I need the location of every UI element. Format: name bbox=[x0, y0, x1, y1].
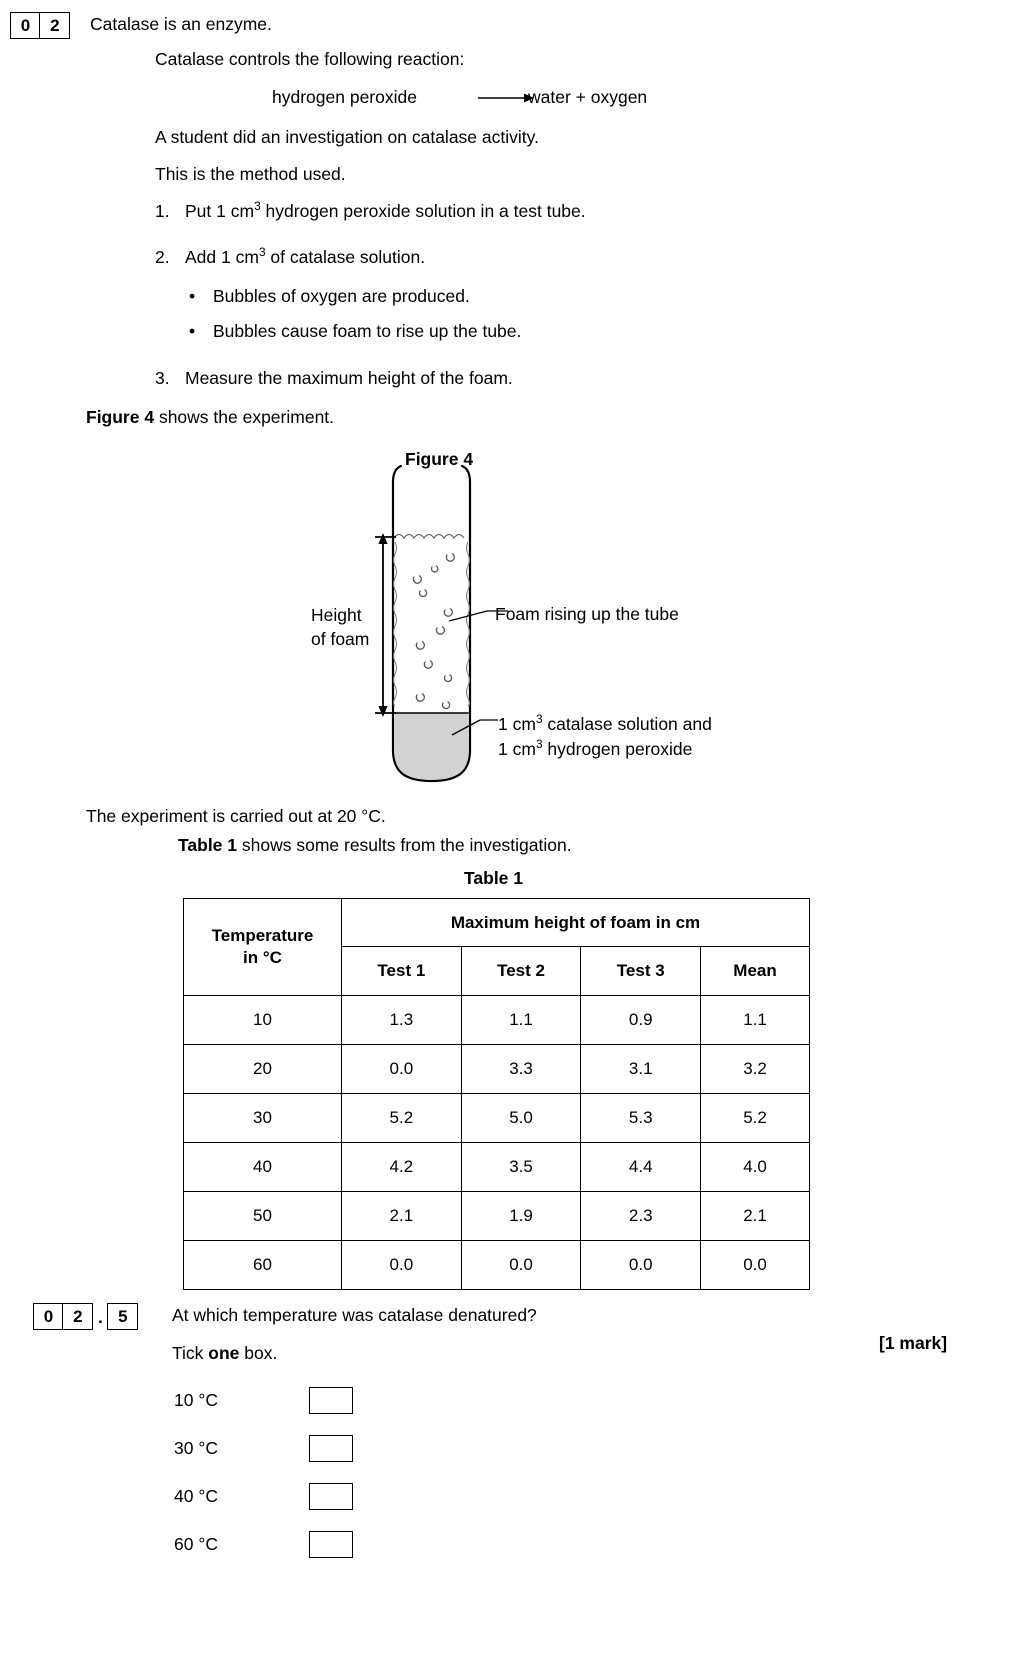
table-row bbox=[184, 1094, 810, 1143]
bullet-dot-icon: • bbox=[189, 321, 196, 341]
cell-test-2: 5.0 bbox=[461, 1094, 581, 1143]
table-row bbox=[184, 1143, 810, 1192]
cell-temperature: 60 bbox=[184, 1241, 342, 1290]
header-mean: Mean bbox=[701, 947, 810, 996]
intro-line: Catalase is an enzyme. bbox=[90, 14, 272, 34]
tick-checkbox-2[interactable] bbox=[309, 1435, 353, 1462]
method-step-1-number: 1. bbox=[155, 201, 170, 221]
cell-test-3: 2.3 bbox=[581, 1192, 701, 1241]
height-of-foam-label-line1: Height bbox=[311, 605, 362, 625]
cell-mean: 5.2 bbox=[701, 1094, 810, 1143]
header-test-2: Test 2 bbox=[461, 947, 581, 996]
question-digit-0: 0 bbox=[10, 12, 41, 39]
method-bullet-1-text: Bubbles of oxygen are produced. bbox=[213, 286, 470, 306]
cell-test-1: 5.2 bbox=[342, 1094, 462, 1143]
cell-test-3: 5.3 bbox=[581, 1094, 701, 1143]
tick-option-label-3: 40 °C bbox=[174, 1485, 218, 1506]
method-step-2-sup: 3 bbox=[258, 245, 266, 260]
marks-label: [1 mark] bbox=[879, 1333, 948, 1353]
cell-test-1: 1.3 bbox=[342, 996, 462, 1045]
tick-instruction-post: box. bbox=[239, 1343, 278, 1363]
figure-caption: Figure 4 bbox=[405, 449, 474, 469]
method-bullet-2 bbox=[189, 321, 521, 343]
liquid-fill bbox=[394, 713, 469, 780]
table-header-row-1 bbox=[184, 899, 810, 947]
liquid-callout-line1 bbox=[498, 712, 712, 737]
tick-option-label-2: 30 °C bbox=[174, 1437, 218, 1458]
liquid-callout-line2-pre: 1 cm bbox=[498, 738, 536, 759]
cell-temperature: 10 bbox=[184, 996, 342, 1045]
cell-test-1: 0.0 bbox=[342, 1241, 462, 1290]
bullet-dot-icon: • bbox=[189, 286, 196, 306]
tick-option-row-4[interactable] bbox=[174, 1531, 353, 1558]
method-bullet-1 bbox=[189, 286, 470, 308]
cell-test-3: 4.4 bbox=[581, 1143, 701, 1192]
cell-test-1: 4.2 bbox=[342, 1143, 462, 1192]
cell-mean: 0.0 bbox=[701, 1241, 810, 1290]
cell-test-2: 3.5 bbox=[461, 1143, 581, 1192]
foam-bubbles bbox=[413, 554, 454, 709]
results-table bbox=[183, 898, 810, 1290]
cell-test-2: 3.3 bbox=[461, 1045, 581, 1094]
tick-option-row-3[interactable] bbox=[174, 1483, 353, 1510]
cell-test-2: 1.9 bbox=[461, 1192, 581, 1241]
method-step-3-text: Measure the maximum height of the foam. bbox=[185, 368, 513, 388]
header-test-3: Test 3 bbox=[581, 947, 701, 996]
question-digit-1: 2 bbox=[39, 12, 70, 39]
method-step-2-text-pre: Add 1 cm bbox=[185, 247, 259, 267]
method-step-1-text-pre: Put 1 cm bbox=[185, 201, 255, 221]
question-number-box bbox=[10, 12, 70, 39]
height-of-foam-label bbox=[311, 604, 369, 651]
foam-callout-label: Foam rising up the tube bbox=[495, 604, 679, 624]
subquestion-digit-0: 0 bbox=[33, 1303, 64, 1330]
liquid-callout-line1-sup: 3 bbox=[535, 712, 543, 727]
arrow-right-icon bbox=[478, 90, 534, 106]
cell-test-2: 1.1 bbox=[461, 996, 581, 1045]
controls-line: Catalase controls the following reaction: bbox=[155, 49, 465, 69]
tick-instruction-bold: one bbox=[208, 1343, 240, 1363]
liquid-callout-line2 bbox=[498, 737, 712, 762]
cell-mean: 1.1 bbox=[701, 996, 810, 1045]
table-intro-rest: shows some results from the investigation. bbox=[237, 835, 572, 855]
method-step-2 bbox=[155, 247, 425, 269]
liquid-callout-line2-sup: 3 bbox=[535, 736, 543, 751]
header-temperature bbox=[184, 899, 342, 996]
tick-checkbox-3[interactable] bbox=[309, 1483, 353, 1510]
cell-test-3: 0.9 bbox=[581, 996, 701, 1045]
header-temperature-line1: Temperature bbox=[211, 925, 314, 945]
subquestion-decimal-point: . bbox=[98, 1307, 103, 1327]
tick-option-row-2[interactable] bbox=[174, 1435, 353, 1462]
method-step-1-text-post: hydrogen peroxide solution in a test tube. bbox=[260, 201, 586, 221]
cell-test-1: 0.0 bbox=[342, 1045, 462, 1094]
cell-mean: 2.1 bbox=[701, 1192, 810, 1241]
liquid-callout-line1-post: catalase solution and bbox=[542, 714, 712, 734]
cell-test-3: 0.0 bbox=[581, 1241, 701, 1290]
liquid-callout-line2-post: hydrogen peroxide bbox=[542, 738, 693, 759]
table-intro-bold: Table 1 bbox=[178, 835, 238, 855]
cell-temperature: 20 bbox=[184, 1045, 342, 1094]
method-step-1-sup: 3 bbox=[254, 199, 261, 214]
cell-mean: 4.0 bbox=[701, 1143, 810, 1192]
subquestion-number-box bbox=[33, 1303, 138, 1330]
subquestion-sub-digit: 5 bbox=[107, 1303, 138, 1330]
method-step-3-number: 3. bbox=[155, 368, 170, 388]
figure-intro-bold: Figure 4 bbox=[86, 407, 155, 427]
header-temperature-line2: in °C bbox=[243, 948, 282, 967]
tick-checkbox-1[interactable] bbox=[309, 1387, 353, 1414]
table-row bbox=[184, 1241, 810, 1290]
liquid-callout-label bbox=[498, 712, 712, 761]
height-of-foam-label-line2: of foam bbox=[311, 628, 370, 649]
method-step-2-text-post: of catalase solution. bbox=[265, 247, 426, 267]
cell-mean: 3.2 bbox=[701, 1045, 810, 1094]
cell-temperature: 50 bbox=[184, 1192, 342, 1241]
tick-option-label-1: 10 °C bbox=[174, 1389, 218, 1410]
tick-instruction bbox=[172, 1343, 277, 1365]
figure-intro-rest: shows the experiment. bbox=[154, 407, 335, 427]
investigation-line: A student did an investigation on catalase activity. bbox=[155, 127, 539, 147]
method-step-1 bbox=[155, 201, 586, 223]
table-caption: Table 1 bbox=[464, 868, 524, 888]
method-intro-line: This is the method used. bbox=[155, 164, 346, 184]
cell-temperature: 40 bbox=[184, 1143, 342, 1192]
subquestion-digit-1: 2 bbox=[62, 1303, 93, 1330]
header-test-1: Test 1 bbox=[342, 947, 462, 996]
cell-test-1: 2.1 bbox=[342, 1192, 462, 1241]
table-row bbox=[184, 1045, 810, 1094]
table-row bbox=[184, 1192, 810, 1241]
method-step-2-number: 2. bbox=[155, 247, 170, 267]
liquid-callout-line1-pre: 1 cm bbox=[498, 714, 536, 734]
tick-instruction-pre: Tick bbox=[172, 1343, 209, 1363]
table-row bbox=[184, 996, 810, 1045]
cell-test-3: 3.1 bbox=[581, 1045, 701, 1094]
tick-option-label-4: 60 °C bbox=[174, 1533, 218, 1554]
foam-leader-line bbox=[449, 611, 487, 621]
header-group-max-height: Maximum height of foam in cm bbox=[342, 899, 810, 947]
tick-checkbox-4[interactable] bbox=[309, 1531, 353, 1558]
subquestion-prompt: At which temperature was catalase denatured? bbox=[172, 1305, 537, 1325]
temperature-line: The experiment is carried out at 20 °C. bbox=[86, 806, 386, 826]
equation-reactant: hydrogen peroxide bbox=[272, 87, 417, 107]
cell-test-2: 0.0 bbox=[461, 1241, 581, 1290]
figure-intro-line bbox=[86, 407, 334, 429]
tick-option-row-1[interactable] bbox=[174, 1387, 353, 1414]
method-bullet-2-text: Bubbles cause foam to rise up the tube. bbox=[213, 321, 522, 341]
cell-temperature: 30 bbox=[184, 1094, 342, 1143]
equation-products: water + oxygen bbox=[528, 87, 648, 107]
table-intro-line bbox=[178, 835, 572, 857]
method-step-3 bbox=[155, 368, 513, 390]
